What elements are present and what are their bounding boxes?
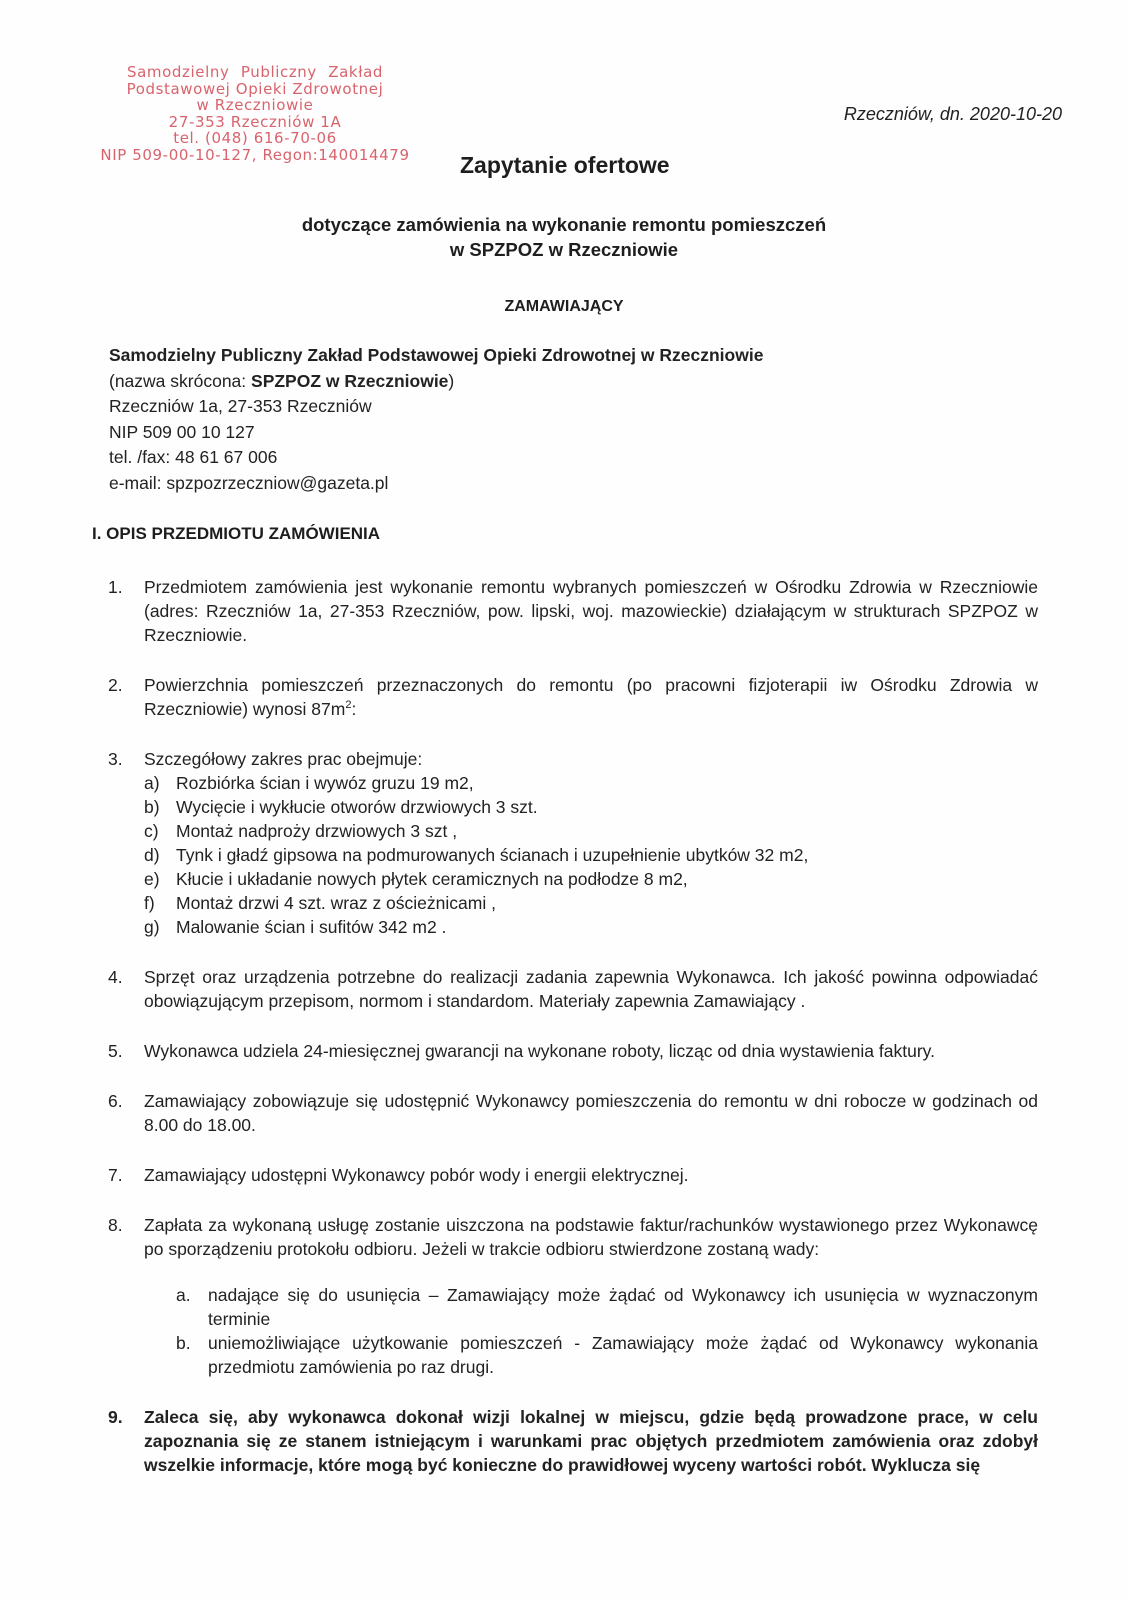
orderer-email: e-mail: spzpozrzeczniow@gazeta.pl xyxy=(109,472,389,493)
orderer-details xyxy=(109,343,763,497)
sub-item-text: uniemożliwiające użytkowanie pomieszczeń - Zamawiający może żądać od Wykonawcy wykonania przedmiotu zamówienia po raz drugi. xyxy=(208,1333,1038,1377)
stamp-line: NIP 509-00-10-127, Regon:140014479 xyxy=(100,145,410,164)
stamp-line: Samodzielny Publiczny Zakład xyxy=(127,63,383,81)
document-date: Rzeczniów, dn. 2020-10-20 xyxy=(843,104,1062,124)
sub-item-text: nadające się do usunięcia – Zamawiający może żądać od Wykonawcy ich usunięcia w wyznaczonym terminie xyxy=(208,1285,1038,1329)
stamp-line: Podstawowej Opieki Zdrowotnej xyxy=(126,79,384,98)
stamp-line: tel. (048) 616-70-06 xyxy=(173,129,337,148)
sub-item-letter: a. xyxy=(176,1285,191,1305)
item-text: Powierzchnia pomieszczeń przeznaczonych do remontu (po pracowni fizjoterapii iw Ośrodku Zdrowia w Rzeczniowie) wynosi 87m xyxy=(144,675,1038,719)
subtitle-line: dotyczące zamówienia na wykonanie remontu pomieszczeń xyxy=(301,214,827,235)
orderer-address: Rzeczniów 1a, 27-353 Rzeczniów xyxy=(109,396,372,417)
sub-item-letter: d) xyxy=(144,845,160,865)
document-title: Zapytanie ofertowe xyxy=(460,152,670,178)
sub-item-text: Kłucie i układanie nowych płytek ceramicznych na podłodze 8 m2, xyxy=(176,869,688,889)
short-name-value: SPZPOZ w Rzeczniowie xyxy=(251,370,449,391)
list-item xyxy=(108,1039,1038,1063)
stamp-line: 27-353 Rzeczniów 1A xyxy=(168,112,342,131)
sub-item xyxy=(176,1331,1038,1379)
list-item xyxy=(108,1405,1038,1477)
order-description-list xyxy=(108,575,1038,1477)
subtitle-line: w SPZPOZ w Rzeczniowie xyxy=(449,239,679,260)
orderer-short-name xyxy=(109,369,763,395)
orderer-phone: tel. /fax: 48 61 67 006 xyxy=(109,447,278,468)
section-heading: I. OPIS PRZEDMIOTU ZAMÓWIENIA xyxy=(92,524,381,543)
sub-list xyxy=(144,1283,1038,1379)
sub-item-text: Montaż nadproży drzwiowych 3 szt , xyxy=(176,821,458,841)
item-number: 4. xyxy=(108,967,123,987)
item-number: 5. xyxy=(108,1041,123,1061)
short-name-suffix: ) xyxy=(448,370,455,391)
sub-item xyxy=(144,843,1038,867)
item-text: Zamawiający zobowiązuje się udostępnić Wykonawcy pomieszczenia do remontu w dni robocze w godzinach od 8.00 do 18.00. xyxy=(144,1091,1038,1135)
list-item xyxy=(108,1089,1038,1137)
item-text: Zapłata za wykonaną usługę zostanie uiszczona na podstawie faktur/rachunków wystawionego przez Wykonawcę po sporządzeniu protokołu odbioru. Jeżeli w trakcie odbioru stwierdzone zostaną wady: xyxy=(144,1215,1038,1259)
item-text: Szczegółowy zakres prac obejmuje: xyxy=(144,749,423,769)
list-item xyxy=(108,1213,1038,1379)
institution-stamp xyxy=(100,64,410,164)
sub-list xyxy=(144,771,1038,939)
orderer-name: Samodzielny Publiczny Zakład Podstawowej Opieki Zdrowotnej w Rzeczniowie xyxy=(109,345,764,365)
sub-item-text: Malowanie ścian i sufitów 342 m2 . xyxy=(176,917,447,937)
list-item xyxy=(108,965,1038,1013)
sub-item-letter: g) xyxy=(144,917,160,937)
item-number: 1. xyxy=(108,577,123,597)
sub-item xyxy=(144,795,1038,819)
sub-item xyxy=(144,771,1038,795)
sub-item xyxy=(176,1283,1038,1331)
document-subtitle xyxy=(0,212,1128,262)
item-number: 7. xyxy=(108,1165,123,1185)
sub-item-text: Montaż drzwi 4 szt. wraz z ościeżnicami , xyxy=(176,893,496,913)
list-item xyxy=(108,575,1038,647)
sub-item xyxy=(144,867,1038,891)
item-number: 9. xyxy=(108,1407,123,1427)
sub-item-letter: a) xyxy=(144,773,160,793)
sub-item-letter: e) xyxy=(144,869,160,889)
item-text: Wykonawca udziela 24-miesięcznej gwarancji na wykonane roboty, licząc od dnia wystawienia faktury. xyxy=(144,1041,935,1061)
stamp-line: w Rzeczniowie xyxy=(196,96,314,115)
item-text: Zaleca się, aby wykonawca dokonał wizji lokalnej w miejscu, gdzie będą prowadzone prace, w celu zapoznania się ze stanem istniejącym i warunkami prac objętych przedmiotem zamówienia oraz zdobył wszelkie informacje, które mogą być konieczne do prawidłowej wyceny wartości robót. Wyklucza się xyxy=(144,1407,1038,1475)
sub-item-text: Wycięcie i wykłucie otworów drzwiowych 3 szt. xyxy=(176,797,538,817)
sub-item-text: Tynk i gładź gipsowa na podmurowanych ścianach i uzupełnienie ubytków 32 m2, xyxy=(176,845,809,865)
sub-item xyxy=(144,915,1038,939)
sub-item-letter: f) xyxy=(144,893,155,913)
item-text: Przedmiotem zamówienia jest wykonanie remontu wybranych pomieszczeń w Ośrodku Zdrowia w Rzeczniowie (adres: Rzeczniów 1a, 27-353 Rzeczniów, pow. lipski, woj. mazowieckie) działającym w strukturach SPZPOZ w Rzeczniowie. xyxy=(144,577,1038,645)
sub-item-letter: b. xyxy=(176,1333,191,1353)
sub-item-letter: b) xyxy=(144,797,160,817)
item-text: Zamawiający udostępni Wykonawcy pobór wody i energii elektrycznej. xyxy=(144,1165,689,1185)
sub-item xyxy=(144,891,1038,915)
short-name-prefix: (nazwa skrócona: xyxy=(109,370,252,391)
item-number: 8. xyxy=(108,1215,123,1235)
list-item xyxy=(108,673,1038,721)
sub-item xyxy=(144,819,1038,843)
orderer-heading: ZAMAWIAJĄCY xyxy=(504,298,624,315)
item-text-tail: : xyxy=(351,699,357,719)
item-text: Sprzęt oraz urządzenia potrzebne do realizacji zadania zapewnia Wykonawca. Ich jakość powinna odpowiadać obowiązującym przepisom, normom i standardom. Materiały zapewnia Zamawiający . xyxy=(144,967,1038,1011)
list-item xyxy=(108,1163,1038,1187)
sub-item-letter: c) xyxy=(144,821,159,841)
item-number: 6. xyxy=(108,1091,123,1111)
orderer-nip: NIP 509 00 10 127 xyxy=(109,421,255,442)
item-number: 3. xyxy=(108,749,123,769)
item-number: 2. xyxy=(108,675,123,695)
superscript: 2 xyxy=(345,699,352,712)
sub-item-text: Rozbiórka ścian i wywóz gruzu 19 m2, xyxy=(176,773,474,793)
list-item xyxy=(108,747,1038,939)
